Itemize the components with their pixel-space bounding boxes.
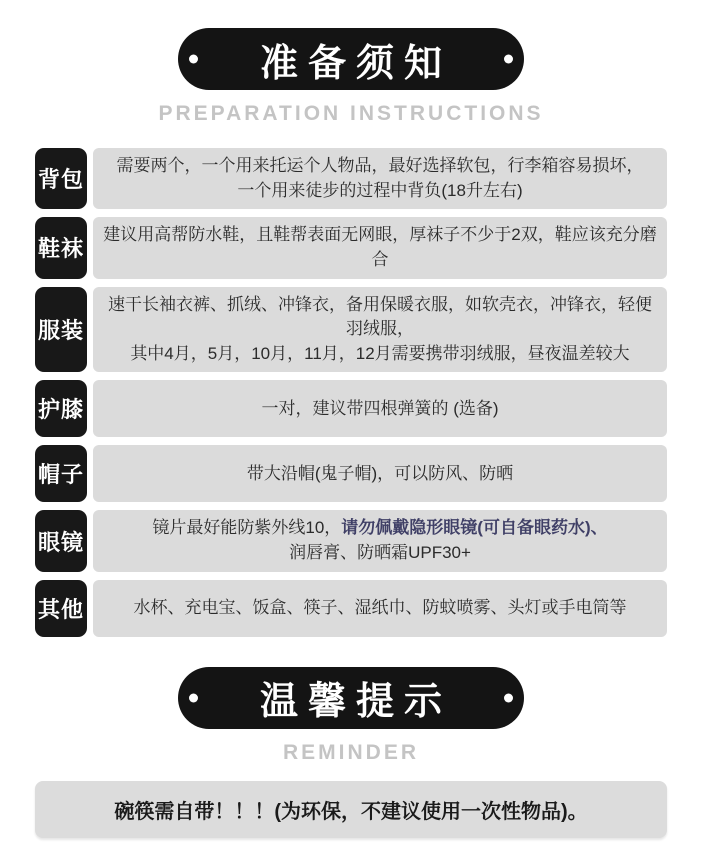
row-shoes-socks-label: 鞋袜 [35, 217, 87, 278]
row-backpack-label: 背包 [35, 148, 87, 209]
row-glasses-line1 [152, 516, 607, 541]
row-shoes-socks-content [93, 217, 667, 278]
row-hat-line1: 带大沿帽(鬼子帽)，可以防风、防晒 [246, 463, 514, 483]
reminder-banner [178, 667, 524, 729]
row-knee-pads [35, 380, 667, 437]
row-glasses-line1-highlight: 请勿佩戴隐形眼镜(可自备眼药水)、 [341, 518, 608, 538]
preparation-banner-title: 准备须知 [259, 42, 452, 85]
reminder-note [35, 781, 667, 838]
row-knee-pads-label: 护膝 [35, 380, 87, 437]
reminder-subtitle: REMINDER [282, 740, 419, 764]
reminder-note-text: 碗筷需自带！！！(为环保，不建议使用一次性物品)。 [114, 800, 588, 823]
reminder-dot-left-icon [189, 693, 198, 702]
row-clothing-line2: 其中4月，5月，10月，11月，12月需要携带羽绒服，昼夜温差较大 [130, 343, 630, 363]
row-others-content [93, 580, 667, 637]
reminder-dot-right-icon [504, 693, 513, 702]
row-backpack-content [93, 148, 667, 209]
row-glasses-content [93, 510, 667, 571]
row-knee-pads-content [93, 380, 667, 437]
row-backpack-line2: 一个用来徒步的过程中背负(18升左右) [237, 180, 523, 200]
row-others-line1: 水杯、充电宝、饭盒、筷子、湿纸巾、防蚊喷雾、头灯或手电筒等 [133, 597, 627, 617]
row-hat-content [93, 445, 667, 502]
instruction-list [35, 148, 667, 637]
row-shoes-socks [35, 217, 667, 278]
banner-dot-left-icon [189, 55, 198, 64]
row-hat [35, 445, 667, 502]
reminder-banner-title: 温馨提示 [259, 681, 452, 724]
row-clothing-line1: 速干长袖衣裤、抓绒、冲锋衣，备用保暖衣服，如软壳衣，冲锋衣，轻便羽绒服， [108, 294, 652, 339]
row-clothing-label: 服装 [35, 287, 87, 373]
preparation-banner [178, 28, 524, 90]
row-knee-pads-line1: 一对，建议带四根弹簧的 (选备) [261, 398, 499, 418]
row-others-label: 其他 [35, 580, 87, 637]
row-backpack-line1: 需要两个，一个用来托运个人物品，最好选择软包，行李箱容易损坏， [116, 156, 644, 175]
row-hat-label: 帽子 [35, 445, 87, 502]
row-glasses-line1-normal: 镜片最好能防紫外线10， [152, 518, 342, 538]
row-backpack [35, 148, 667, 209]
row-shoes-socks-line1: 建议用高帮防水鞋，且鞋帮表面无网眼，厚袜子不少于2双，鞋应该充分磨合 [103, 225, 657, 269]
row-clothing [35, 287, 667, 373]
banner-dot-right-icon [504, 55, 513, 64]
row-clothing-content [93, 287, 667, 373]
row-glasses [35, 510, 667, 571]
preparation-subtitle: PREPARATION INSTRUCTIONS [158, 102, 544, 125]
row-glasses-line2: 润唇膏、防晒霜UPF30+ [289, 543, 471, 563]
row-glasses-label: 眼镜 [35, 510, 87, 571]
row-others [35, 580, 667, 637]
